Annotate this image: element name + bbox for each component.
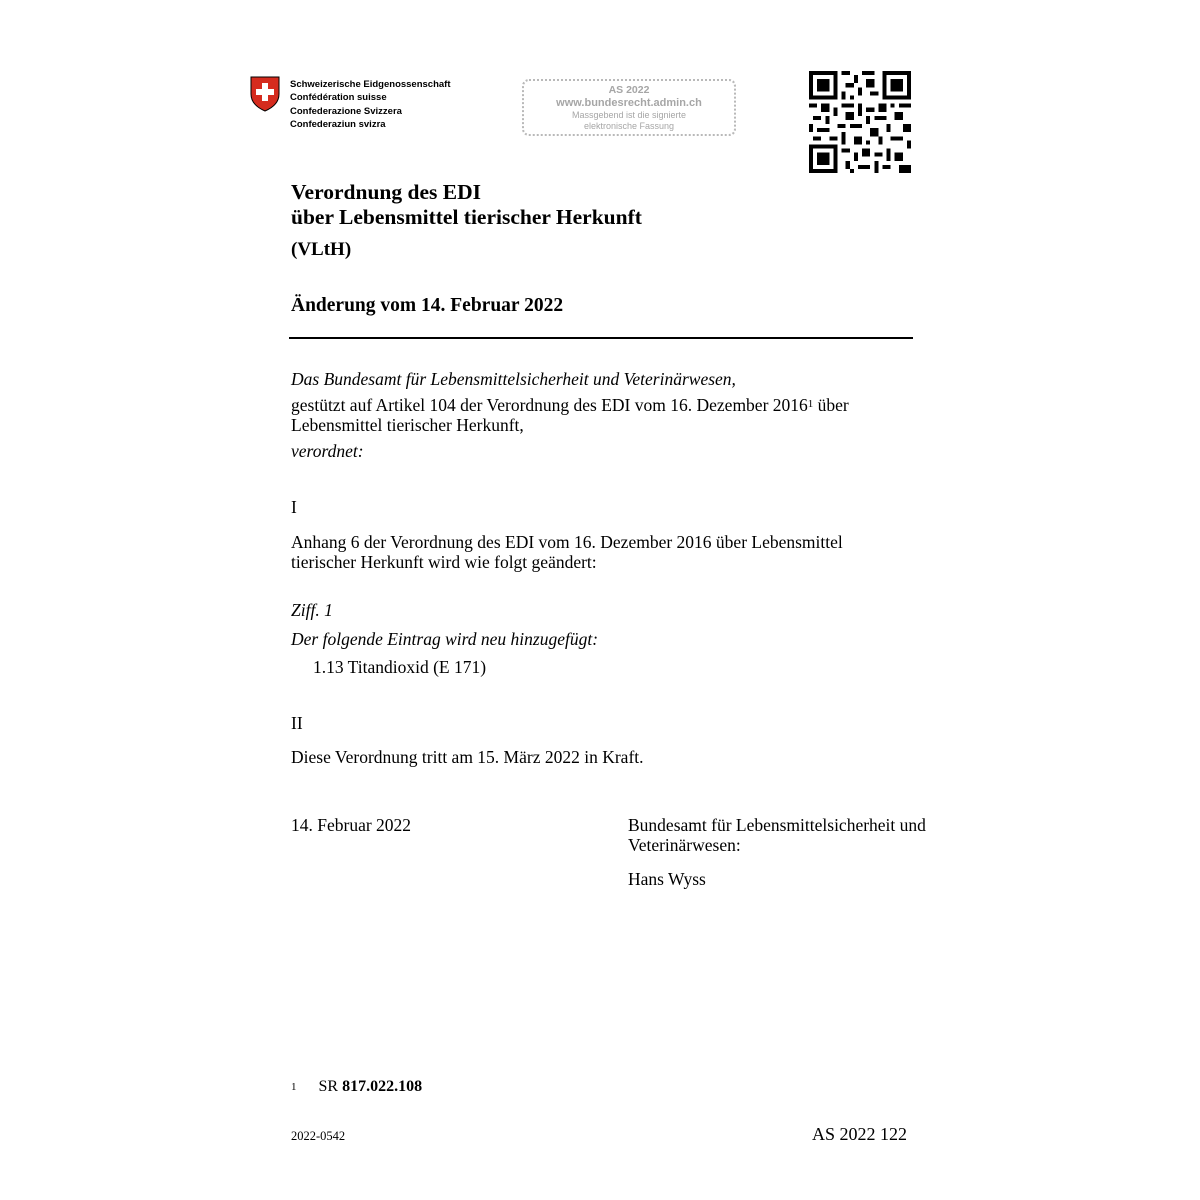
stamp-note-1: Massgebend ist die signierte: [571, 110, 687, 120]
stamp-collection: AS 2022: [608, 84, 650, 96]
agency-name-rm: Confederaziun svizra: [290, 119, 386, 131]
signature-authority: Bundesamt für Lebensmittelsicherheit und Veterinärwesen:: [628, 815, 926, 855]
agency-name-fr: Confédération suisse: [290, 92, 387, 104]
preamble-legal-basis: [291, 395, 911, 435]
title-divider: [289, 337, 913, 339]
swiss-shield-icon: [250, 76, 280, 112]
footnote-marker: 1: [807, 398, 814, 410]
basis-text: gestützt auf Artikel 104 der Verordnung des EDI vom 16. Dezember 2016: [291, 395, 808, 415]
footnote: [291, 1077, 422, 1097]
publication-stamp: [522, 79, 736, 136]
preamble-decree: verordnet:: [291, 441, 364, 461]
stamp-note-2: elektronische Fassung: [583, 121, 675, 131]
section-1-text: Anhang 6 der Verordnung des EDI vom 16. Dezember 2016 über Lebensmittel tierischer Herkunft wird wie folgt geändert:: [291, 532, 843, 572]
document-number: 2022-0542: [291, 1129, 346, 1143]
qr-code-icon: [809, 71, 911, 173]
stamp-url: www.bundesrecht.admin.ch: [556, 97, 702, 109]
agency-name-de: Schweizerische Eidgenossenschaft: [290, 79, 451, 90]
section-2-number: II: [291, 713, 303, 733]
agency-name-it: Confederazione Svizzera: [290, 105, 402, 117]
title-line-1: Verordnung des EDI: [291, 180, 481, 204]
signature-date: 14. Februar 2022: [291, 815, 412, 835]
footnote-reference: 817.022.108: [342, 1078, 423, 1095]
footnote-number: 1: [291, 1081, 297, 1093]
federal-logo: [250, 76, 480, 136]
section-1-entry: 1.13 Titandioxid (E 171): [313, 657, 487, 677]
agency-names: [290, 78, 451, 132]
document-title: [291, 180, 931, 261]
section-1-ziffer: Ziff. 1: [291, 600, 333, 620]
section-1-number: I: [291, 497, 297, 517]
preamble-issuer: Das Bundesamt für Lebensmittelsicherheit und Veterinärwesen,: [291, 369, 736, 389]
signatory-name: Hans Wyss: [628, 869, 706, 889]
amendment-date: Änderung vom 14. Februar 2022: [291, 295, 564, 316]
basis-text-cont: über Lebensmittel tierischer Herkunft,: [291, 395, 849, 435]
title-line-2: über Lebensmittel tierischer Herkunft: [291, 205, 642, 229]
section-2-text: Diese Verordnung tritt am 15. März 2022 in Kraft.: [291, 747, 644, 767]
title-abbreviation: (VLtH): [291, 239, 352, 260]
footnote-prefix: SR: [318, 1078, 343, 1095]
section-1-entry-intro: Der folgende Eintrag wird neu hinzugefügt:: [291, 629, 599, 649]
page-reference: AS 2022 122: [812, 1124, 908, 1144]
